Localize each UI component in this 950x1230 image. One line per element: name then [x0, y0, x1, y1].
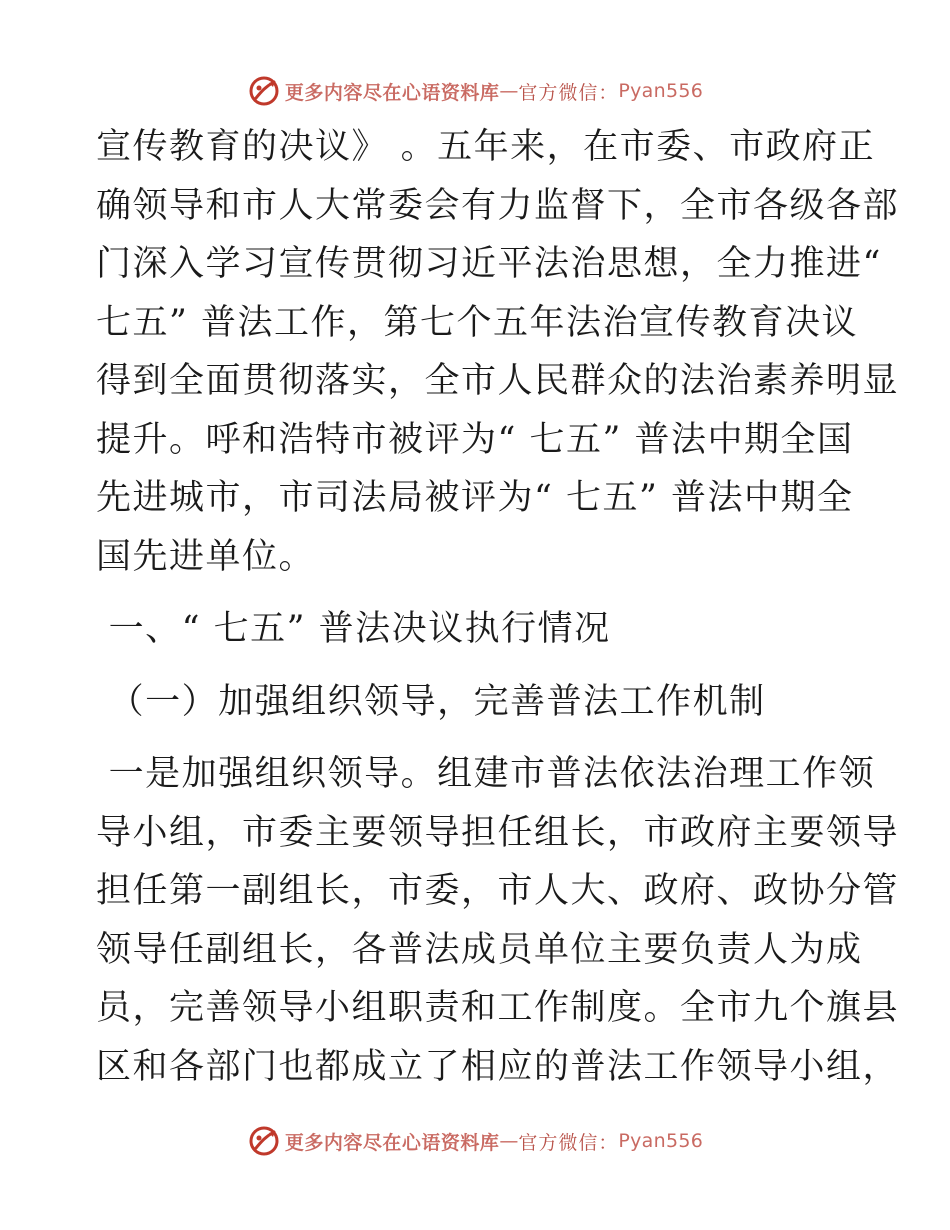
text-line: 领导任副组长，各普法成员单位主要负责人为成: [96, 929, 863, 970]
text-line: 确领导和市人大常委会有力监督下，全市各级各部: [96, 185, 900, 226]
watermark-wechat-id: Pyan556: [618, 1130, 704, 1152]
text-line: 一是加强组织领导。组建市普法依法治理工作领: [96, 754, 876, 794]
paragraph-intro: [96, 118, 900, 586]
text-line: 得到全面贯彻落实，全市人民群众的法治素养明显: [96, 361, 900, 401]
watermark-dash: —: [499, 1130, 519, 1152]
text-line: 七五” 普法工作，第七个五年法治宣传教育决议: [96, 302, 859, 343]
brand-logo-icon: [247, 74, 281, 108]
watermark-dash: —: [499, 80, 519, 102]
subsection-heading: （一）加强组织领导，完善普法工作机制: [96, 681, 766, 722]
text-line: 导小组，市委主要领导担任组长，市政府主要领导: [96, 812, 900, 853]
watermark-sub-text: 官方微信：: [518, 1131, 619, 1154]
text-line: 提升。呼和浩特市被评为“ 七五” 普法中期全国: [96, 419, 854, 460]
text-line: 区和各部门也都成立了相应的普法工作领导小组，: [96, 1046, 900, 1087]
brand-logo-icon: [247, 1124, 281, 1158]
text-line: 员，完善领导小组职责和工作制度。全市九个旗县: [96, 988, 900, 1028]
watermark-wechat-id: Pyan556: [618, 80, 704, 102]
section-heading: 一、“ 七五” 普法决议执行情况: [96, 609, 611, 649]
text-line: 门深入学习宣传贯彻习近平法治思想，全力推进“: [96, 244, 882, 284]
text-line: 国先进单位。: [96, 536, 316, 577]
footer-watermark: [0, 1121, 950, 1161]
watermark-sub-text: 官方微信：: [518, 81, 619, 104]
watermark-main-text: 更多内容尽在心语资料库: [284, 81, 500, 104]
text-line: 宣传教育的决议》 。五年来，在市委、市政府正: [96, 127, 876, 167]
text-line: 先进城市，市司法局被评为“ 七五” 普法中期全: [96, 478, 854, 518]
document-body: [96, 118, 900, 1096]
watermark-main-text: 更多内容尽在心语资料库: [284, 1131, 500, 1154]
header-watermark: [0, 71, 950, 111]
paragraph-organization: [96, 745, 900, 1096]
text-line: 担任第一副组长，市委，市人大、政府、政协分管: [96, 871, 900, 911]
